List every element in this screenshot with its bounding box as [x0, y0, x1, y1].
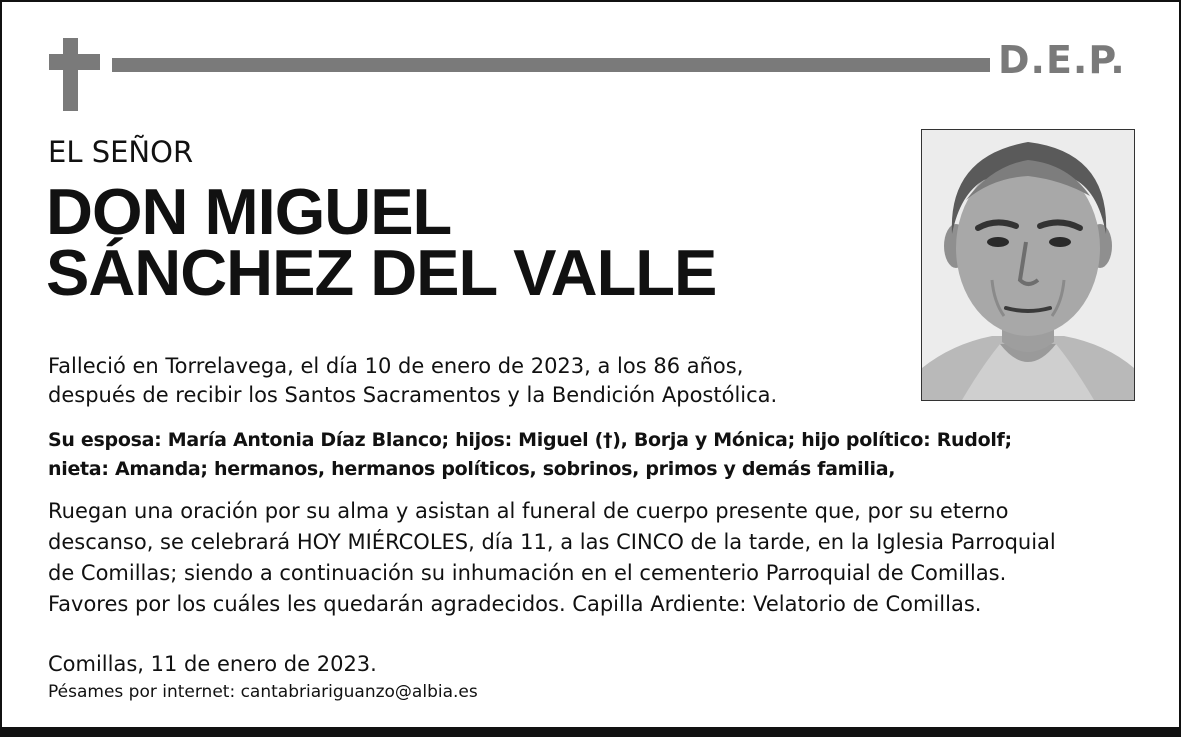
- cross-icon: [63, 38, 78, 111]
- portrait-photo: [921, 129, 1135, 401]
- condolences-email: Pésames por internet: cantabriariguanzo@albia.es: [48, 682, 478, 702]
- death-notice-line-1: Falleció en Torrelavega, el día 10 de enero de 2023, a los 86 años,: [48, 354, 744, 378]
- family-line-1: Su esposa: María Antonia Díaz Blanco; hijos: Miguel (†), Borja y Mónica; hijo político: Rudolf;: [48, 429, 1012, 451]
- service-line-3: de Comillas; siendo a continuación su inhumación en el cementerio Parroquial de Comillas.: [48, 561, 1007, 585]
- place-date: Comillas, 11 de enero de 2023.: [48, 652, 377, 676]
- bottom-rule: [2, 727, 1179, 735]
- honorific-title: EL SEÑOR: [48, 135, 194, 169]
- death-notice-line-2: después de recibir los Santos Sacramentos y la Bendición Apostólica.: [48, 383, 778, 407]
- family-list: [48, 426, 1012, 484]
- death-notice: [48, 352, 777, 410]
- cross-icon-bar: [49, 54, 100, 70]
- service-line-1: Ruegan una oración por su alma y asistan al funeral de cuerpo presente que, por su eterno: [48, 499, 1009, 523]
- deceased-name: [46, 175, 717, 309]
- header-rule: [112, 58, 990, 72]
- name-line-2: SÁNCHEZ DEL VALLE: [46, 236, 717, 309]
- dep-label: D.E.P.: [998, 38, 1126, 82]
- family-line-2: nieta: Amanda; hermanos, hermanos políticos, sobrinos, primos y demás familia,: [48, 458, 896, 480]
- service-line-2: descanso, se celebrará HOY MIÉRCOLES, día 11, a las CINCO de la tarde, en la Iglesia Parroquial: [48, 530, 1056, 554]
- service-line-4: Favores por los cuáles les quedarán agradecidos. Capilla Ardiente: Velatorio de Comillas.: [48, 592, 982, 616]
- service-details: [48, 496, 1056, 620]
- name-line-1: DON MIGUEL: [46, 175, 452, 248]
